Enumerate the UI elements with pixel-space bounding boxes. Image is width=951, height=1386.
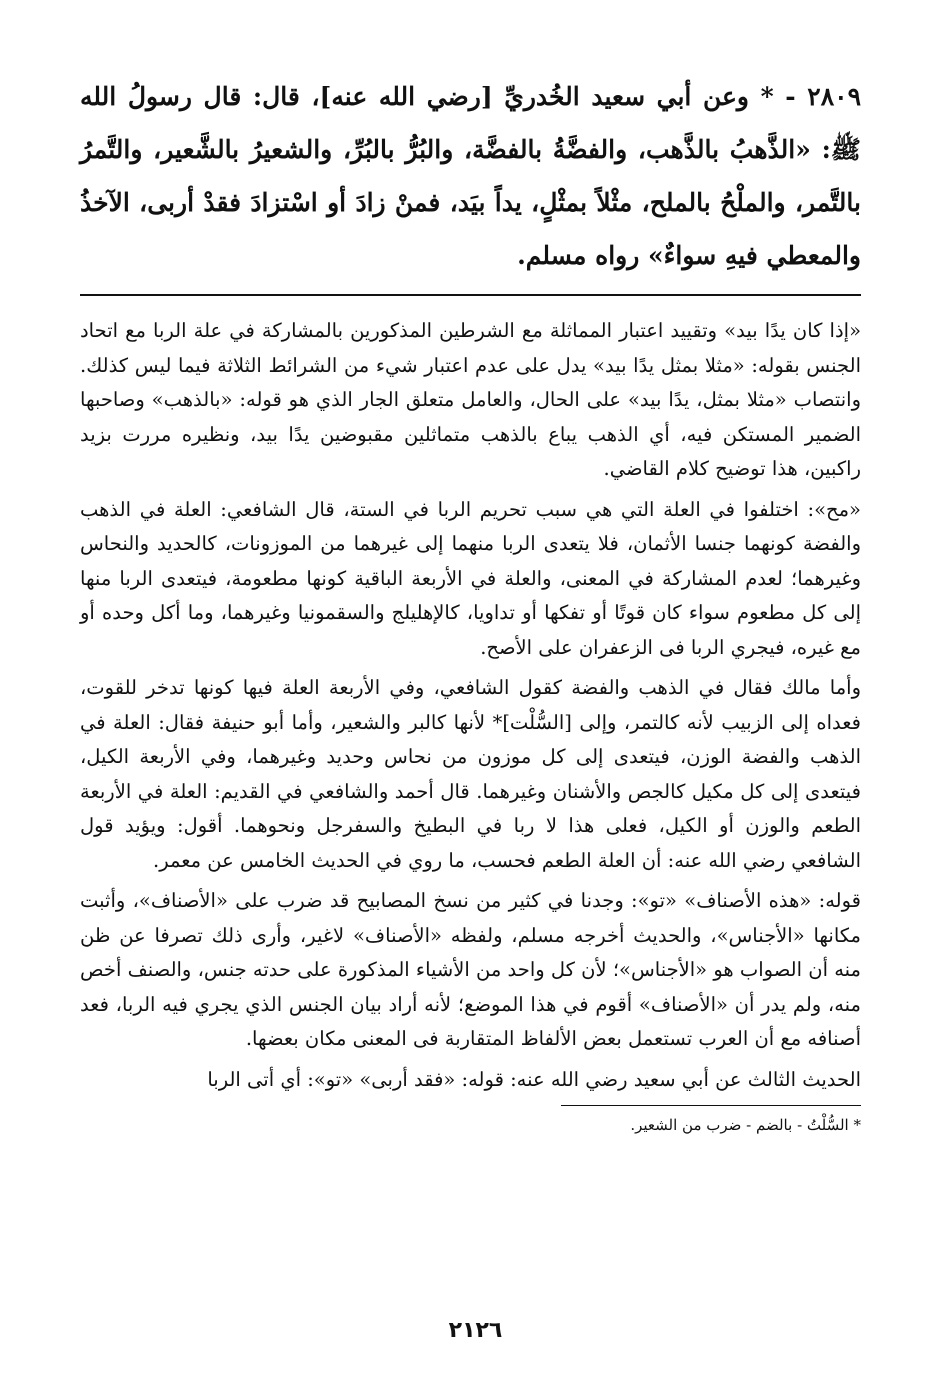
- page-content: [80, 70, 861, 1138]
- main-divider: [80, 294, 861, 296]
- commentary: [80, 314, 861, 1097]
- commentary-paragraph: قوله: «هذه الأصناف» «تو»: وجدنا في كثير من نسخ المصابيح قد ضرب على «الأصناف»، وأثبت مكانها «الأجناس»، والحديث أخرجه مسلم، ولفظه «الأصناف» لاغير، وأرى ذلك تصرفا عن ظن منه أن الصواب هو «الأجناس»؛ لأن كل واحد من الأشياء المذكورة على حدته جنس، والصنف أخص منه، ولم يدر أن «الأصناف» أقوم في هذا الموضع؛ لأنه أراد بيان الجنس الذي يجري فيه الربا، فعد أصنافه مع أن العرب تستعمل بعض الألفاظ المتقاربة فى المعنى مكان بعضها.: [80, 889, 861, 1050]
- page-number: ٢١٢٦: [448, 1318, 503, 1343]
- footnote: * السُّلْتُ - بالضم - ضرب من الشعير.: [630, 1116, 861, 1134]
- commentary-paragraph: «إذا كان يدًا بيد» وتقييد اعتبار المماثلة مع الشرطين المذكورين بالمشاركة في علة الربا مع اتحاد الجنس بقوله: «مثلا بمثل يدًا بيد» يدل على عدم اعتبار شيء من الشرائط الثلاثة فيما ليس كذلك. وانتصاب «مثلا بمثل، يدًا بيد» على الحال، والعامل متعلق الجار الذي هو قوله: «بالذهب» وصاحبها الضمير المستكن فيه، أي الذهب يباع بالذهب متماثلين مقبوضين يدًا بيد، ونظيره مررت بزيد راكبين، هذا توضيح كلام القاضي.: [80, 319, 861, 480]
- hadith-text: ٢٨٠٩ - * وعن أبي سعيد الخُدريِّ [رضي الله عنه]، قال: قال رسولُ الله ﷺ: «الذَّهبُ بالذَّهب، والفضَّةُ بالفضَّة، والبُرُّ بالبُرِّ، والشعيرُ بالشَّعير، والتَّمرُ بالتَّمر، والملْحُ بالملح، مثْلاً بمثْلٍ، يداً بيَد، فمنْ زادَ أو اسْتزادَ فقدْ أربى، الآخذُ والمعطي فيهِ سواءٌ» رواه مسلم.: [80, 82, 861, 270]
- footnote-divider: [561, 1105, 861, 1106]
- commentary-paragraph: وأما مالك فقال في الذهب والفضة كقول الشافعي، وفي الأربعة العلة فيها كونها تدخر للقوت، فعداه إلى الزبيب لأنه كالتمر، وإلى [السُّلْت]* لأنها كالبر والشعير، وأما أبو حنيفة فقال: العلة في الذهب والفضة الوزن، فيتعدى إلى كل موزون من نحاس وحديد وغيرهما، وفي الأربعة الكيل، فيتعدى إلى كل مكيل كالجص والأشنان وغيرهما. قال أحمد والشافعي في القديم: العلة في الأربعة الطعم والوزن أو الكيل، فعلى هذا لا ربا في البطيخ والسفرجل ونحوهما. أقول: ويؤيد قول الشافعي رضي الله عنه: أن العلة الطعم فحسب، ما روي في الحديث الخامس عن معمر.: [80, 676, 861, 872]
- commentary-paragraph: الحديث الثالث عن أبي سعيد رضي الله عنه: قوله: «فقد أربى» «تو»: أي أتى الربا: [207, 1067, 861, 1091]
- commentary-paragraph: «مح»: اختلفوا في العلة التي هي سبب تحريم الربا في الستة، قال الشافعي: العلة في الذهب والفضة كونهما جنسا الأثمان، فلا يتعدى الربا منهما إلى غيرهما من الموزونات، كالحديد والنحاس وغيرهما؛ لعدم المشاركة في المعنى، والعلة في الأربعة الباقية كونها مطعومة، فيتعدى الربا منها إلى كل مطعوم سواء كان قوتًا أو تفكها أو تداويا، كالإهليلج والسقمونيا وغيرهما، وما أكل وحده أو مع غيره، فيجري الربا فى الزعفران على الأصح.: [80, 497, 861, 659]
